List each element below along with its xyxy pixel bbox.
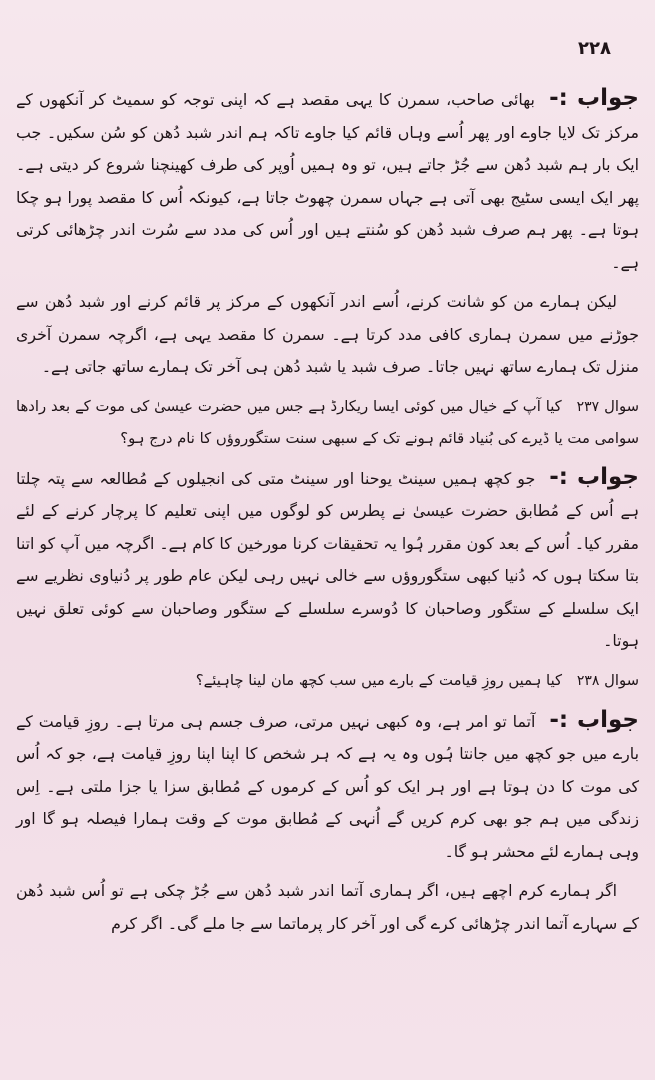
answer-label: جواب :- <box>549 85 639 111</box>
question-label: سوال <box>604 671 639 689</box>
question-block <box>16 665 639 697</box>
page-number: ۲۲۸ <box>578 38 611 59</box>
answer-block <box>16 704 639 869</box>
answer-text: آتما تو امر ہے، وہ کبھی نہیں مرتی، صرف جسم ہی مرتا ہے۔ روزِ قیامت کے بارے میں جو کچھ میں جانتا ہُوں وہ یہ ہے کہ ہر شخص کا اپنا اپنا روزِ قیامت ہے، جو کہ اُس کی موت کا دن ہوتا ہے اور ہر ایک کو اُس کے کرموں کے مُطابق سزا یا جزا ملتی ہے۔ اِس زندگی میں ہم جو بھی کرم کریں گے اُنہی کے مُطابق موت کے وقت ہمارا فیصلہ ہو گا اور وہی ہمارے لئے محشر ہو گا۔ <box>16 711 639 861</box>
question-text: کیا آپ کے خیال میں کوئی ایسا ریکارڈ ہے جس میں حضرت عیسیٰ کی موت کے بعد رادھا سوامی مت یا ڈیرے کی بُنیاد قائم ہونے تک کے سبھی سنت ستگوروؤں کا نام درج ہو؟ <box>16 397 639 447</box>
question-number: ۲۳۷ <box>576 398 600 415</box>
page-body <box>16 82 639 1070</box>
question-number: ۲۳۸ <box>576 672 600 689</box>
question-block <box>16 391 639 454</box>
answer-text: بھائی صاحب، سمرن کا یہی مقصد ہے کہ اپنی توجہ کو سمیٹ کر آنکھوں کے مرکز تک لایا جاوے اور پھر اُسے وہاں قائم کیا جاوے تاکہ ہم اندر شبد دُھن کو سُن سکیں۔ جب ایک بار ہم شبد دُھن سے جُڑ جاتے ہیں، تو وہ ہمیں اُوپر کی طرف کھینچنا شروع کر دیتی ہے۔ پھر ایک ایسی سٹیج بھی آتی ہے جہاں سمرن چھوٹ جاتا ہے، کیونکہ اُس کا مقصد پورا ہو چکا ہوتا ہے۔ پھر ہم صرف شبد دُھن کو سُنتے ہیں اور اُس کی مدد سے سُرت اندر چڑھائی کرتی ہے۔ <box>16 90 639 272</box>
question-text: کیا ہمیں روزِ قیامت کے بارے میں سب کچھ مان لینا چاہیئے؟ <box>195 671 563 689</box>
question-label: سوال <box>604 397 639 415</box>
answer-block <box>16 82 639 279</box>
answer-text: جو کچھ ہمیں سینٹ یوحنا اور سینٹ متی کی انجیلوں کے مُطالعہ سے پتہ چلتا ہے اُس کے مُطابق حضرت عیسیٰ نے پطرس کو لوگوں میں اپنی تعلیم کا پرچار کرنے کے لئے مقرر کیا۔ اُس کے بعد کون مقرر ہُوا یہ تحقیقات کرنا مورخین کا کام ہے۔ اگرچہ میں آپ کو اتنا بتا سکتا ہوں کہ دُنیا کبھی ستگوروؤں سے خالی نہیں رہی لیکن عام طور پر دُنیاوی نظریے سے ایک سلسلے کے ستگور وصاحبان کا دُوسرے سلسلے کے ستگور وصاحبان سے کوئی تعلق نہیں ہوتا۔ <box>16 468 639 650</box>
paragraph: اگر ہمارے کرم اچھے ہیں، اگر ہماری آتما اندر شبد دُھن سے جُڑ چکی ہے تو اُس شبد دُھن کے سہارے آتما اندر چڑھائی کرے گی اور آخر کار پرماتما سے جا ملے گی۔ اگر کرم <box>16 881 639 933</box>
answer-block <box>16 461 639 658</box>
paragraph: لیکن ہمارے من کو شانت کرنے، اُسے اندر آنکھوں کے مرکز پر قائم کرنے اور شبد دُھن سے جوڑنے میں سمرن ہماری کافی مدد کرتا ہے۔ سمرن کا مقصد یہی ہے، اگرچہ سمرن آخری منزل تک ہمارے ساتھ نہیں جاتا۔ صرف شبد یا شبد دُھن ہی آخر تک ہمارے ساتھ جاتی ہے۔ <box>16 292 639 376</box>
answer-label: جواب :- <box>549 706 639 733</box>
answer-label: جواب :- <box>549 463 639 490</box>
